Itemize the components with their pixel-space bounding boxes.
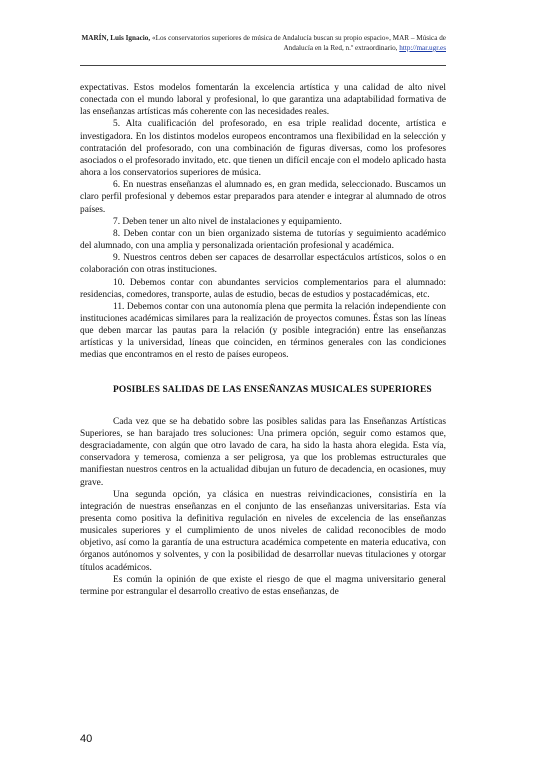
header-url-link[interactable]: http://mar.ugr.es [399, 44, 446, 52]
page-body [80, 82, 446, 598]
body-paragraph: 6. En nuestras enseñanzas el alumnado es, en gran medida, seleccionado. Buscamos un claro perfil profesional y debemos estar preparados para atender e integrar al alumnado de otros países. [80, 180, 446, 215]
header-rule [80, 65, 446, 66]
body-paragraph: expectativas. Estos modelos fomentarán la excelencia artística y una calidad de alto nivel conectada con el mundo laboral y profesional, lo que garantiza una adaptabilidad formativa de las enseñanzas artísticas más coherente con las necesidades reales. [80, 83, 446, 118]
body-paragraph: 9. Nuestros centros deben ser capaces de desarrollar espectáculos artísticos, solos o en colaboración con otras instituciones. [80, 253, 446, 276]
body-paragraph: 10. Debemos contar con abundantes servicios complementarios para el alumnado: residencias, comedores, transporte, aulas de estudio, becas de estudios y postacadémicas, etc. [80, 277, 446, 300]
header-author: MARÍN, Luis Ignacio, [81, 34, 151, 42]
page-number: 40 [80, 733, 93, 745]
section-heading: POSIBLES SALIDAS DE LAS ENSEÑANZAS MUSICALES SUPERIORES [113, 384, 432, 395]
section-paragraph: Una segunda opción, ya clásica en nuestras reivindicaciones, consistiría en la integración de nuestras enseñanzas en el conjunto de las enseñanzas universitarias. Esta vía presenta como positiva la definitiva regulación en niveles de excelencia de las enseñanzas musicales superiores y el cumplimiento de unos niveles de calidad reconocibles de modo objetivo, así como la garantía de una estructura académica competente en materia educativa, con órganos autónomos y solventes, y con la posibilidad de desarrollar nuevas titulaciones y otorgar títulos académicos. [80, 489, 446, 573]
header-citation: «Los conservatorios superiores de música de Andalucía buscan su propio espacio», MAR – Música de Andalucía en la Red, n.º extraordinario, [151, 34, 446, 52]
body-paragraph: 8. Deben contar con un bien organizado sistema de tutorías y seguimiento académico del alumnado, con una amplia y personalizada orientación profesional y académica. [80, 228, 446, 252]
body-paragraph: 11. Debemos contar con una autonomía plena que permita la relación independiente con instituciones académicas similares para la realización de proyectos comunes. Éstas son las líneas que deben marcar las pautas para la relación (y posible integración) entre las enseñanzas artísticas y la universidad, líneas que coinciden, en términos generales con las condiciones medias que encontramos en el resto de países europeos. [80, 301, 446, 361]
body-paragraph: 7. Deben tener un alto nivel de instalaciones y equipamiento. [113, 216, 342, 227]
section-paragraph: Es común la opinión de que existe el riesgo de que el magma universitario general termine por estrangular el desarrollo creativo de estas enseñanzas, de [80, 574, 446, 597]
body-paragraph: 5. Alta cualificación del profesorado, en esa triple realidad docente, artística e investigadora. En los distintos modelos europeos encontramos una flexibilidad en la selección y contratación del profesorado, con una combinación de figuras diversas, como los profesores asociados o el profesorado invitado, etc. que tienen un difícil encaje con el modelo aplicado hasta ahora a los conservatorios superiores de música. [80, 119, 446, 179]
section-paragraph: Cada vez que se ha debatido sobre las posibles salidas para las Enseñanzas Artísticas Superiores, se han barajado tres soluciones: Una primera opción, seguir como estamos que, desgraciadamente, con algún que otro lavado de cara, ha sido la hasta ahora elegida. Esta vía, conservadora y temerosa, comienza a ser peligrosa, ya que los problemas estructurales que manifiestan nuestros centros en la actualidad dibujan un futuro de decadencia, en ocasiones, muy grave. [80, 416, 446, 488]
running-header [80, 33, 446, 53]
